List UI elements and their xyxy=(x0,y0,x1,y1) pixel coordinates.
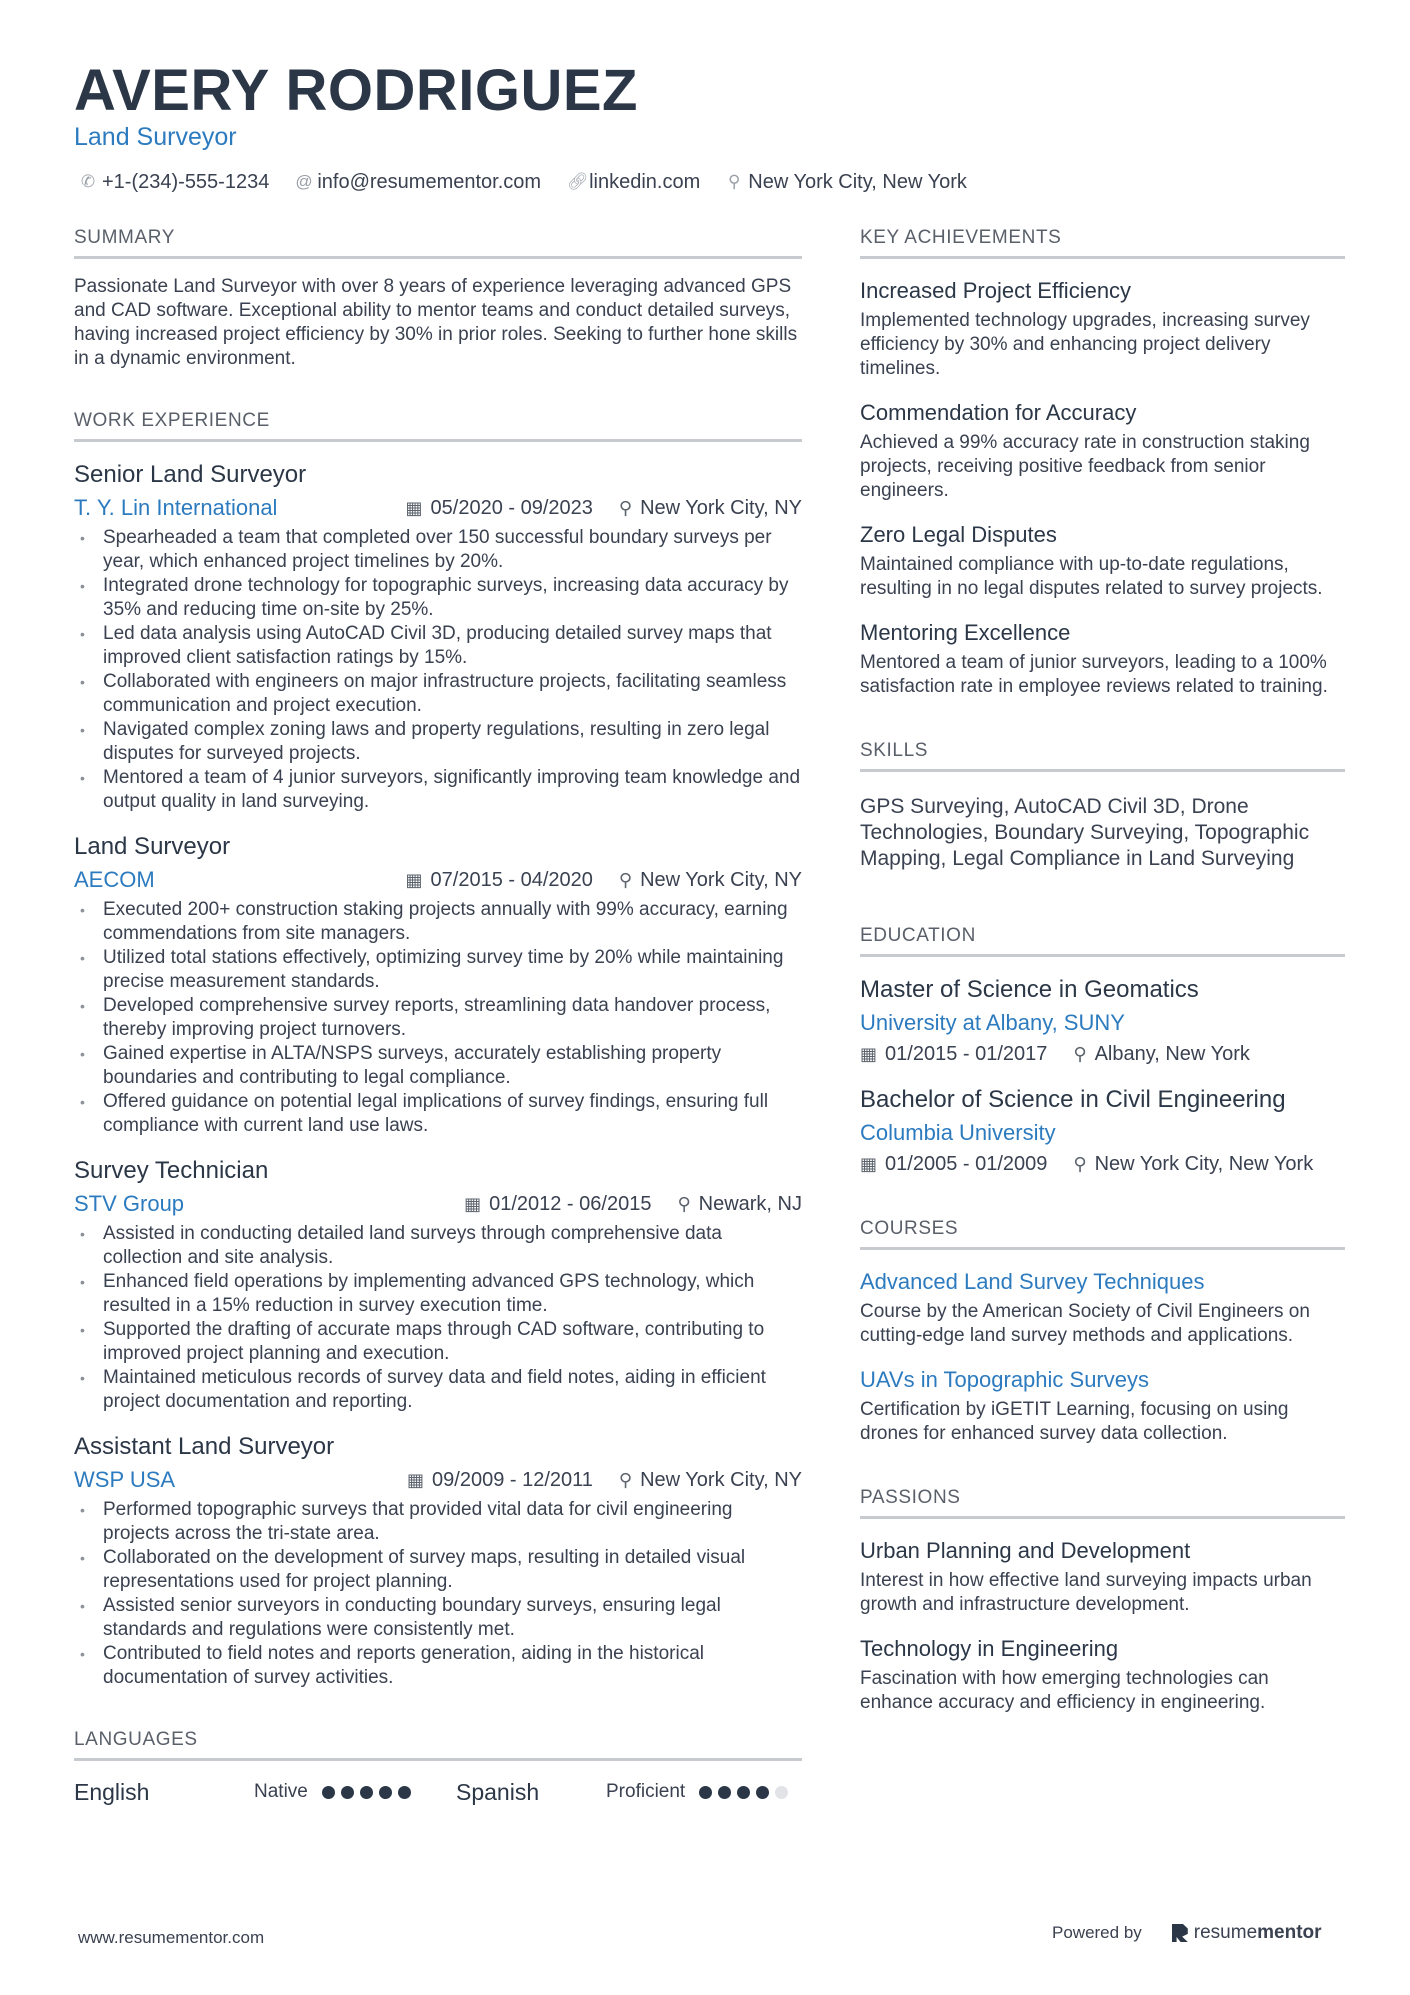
education-degree: Bachelor of Science in Civil Engineering xyxy=(860,1086,1286,1113)
section-title: SKILLS xyxy=(860,739,1345,772)
candidate-name: AVERY RODRIGUEZ xyxy=(74,58,638,123)
job-bullet: • Navigated complex zoning laws and property regulations, resulting in zero legal disputes for surveyed projects. xyxy=(74,718,802,766)
education-item xyxy=(860,975,1345,1067)
calendar-icon: ▦ xyxy=(464,1193,482,1214)
achievement-item xyxy=(860,521,1345,601)
job-entry xyxy=(74,1432,802,1690)
job-bullets xyxy=(74,1498,802,1690)
contact-bar xyxy=(80,168,967,196)
job-location xyxy=(619,1469,802,1492)
job-location xyxy=(619,869,802,892)
location-pin-icon: ⚲ xyxy=(618,869,633,890)
achievement-description: Maintained compliance with up-to-date regulations, resulting in no legal disputes related to survey projects. xyxy=(860,554,1323,599)
job-dates xyxy=(407,1469,593,1492)
left-column xyxy=(74,226,802,1807)
job-bullet: • Integrated drone technology for topographic surveys, increasing data accuracy by 35% and reducing time on-site by 25%. xyxy=(74,574,802,622)
rating-dot-filled xyxy=(341,1786,354,1799)
contact-location-text: New York City, New York xyxy=(748,170,967,193)
job-bullet: • Gained expertise in ALTA/NSPS surveys, accurately establishing property boundaries and contributing to legal compliance. xyxy=(74,1042,802,1090)
company-name[interactable]: AECOM xyxy=(74,867,155,892)
right-column xyxy=(860,226,1345,1715)
job-bullet: • Executed 200+ construction staking projects annually with 99% accuracy, earning commendations from site managers. xyxy=(74,898,802,946)
rating-dot-filled xyxy=(398,1786,411,1799)
language-english xyxy=(74,1779,456,1806)
course-description: Course by the American Society of Civil Engineers on cutting-edge land survey methods and applications. xyxy=(860,1301,1310,1346)
company-name[interactable]: T. Y. Lin International xyxy=(74,495,278,520)
passions-section xyxy=(860,1486,1345,1715)
rating-dot-filled xyxy=(699,1786,712,1799)
education-location xyxy=(1073,1153,1313,1176)
job-dates-text: 05/2020 - 09/2023 xyxy=(430,496,593,519)
achievement-title: Mentoring Excellence xyxy=(860,620,1071,645)
job-bullet: • Developed comprehensive survey reports, streamlining data handover process, thereby improving project turnovers. xyxy=(74,994,802,1042)
passion-title: Urban Planning and Development xyxy=(860,1538,1191,1563)
language-row xyxy=(74,1777,802,1807)
achievement-item xyxy=(860,619,1345,699)
summary-text: Passionate Land Surveyor with over 8 years of experience leveraging advanced GPS and CAD software. Exceptional ability to mentor teams and conduct detailed surveys, having increased project efficiency by 30% in prior roles. Seeking to further hone skills in a dynamic environment. xyxy=(74,276,798,369)
achievement-item xyxy=(860,277,1345,381)
job-location-text: Newark, NJ xyxy=(698,1192,802,1215)
languages-section xyxy=(74,1728,802,1807)
job-bullet: • Utilized total stations effectively, optimizing survey time by 20% while maintaining precise measurement standards. xyxy=(74,946,802,994)
contact-email[interactable] xyxy=(295,171,541,194)
rating-dot-filled xyxy=(718,1786,731,1799)
powered-by-label: Powered by xyxy=(1052,1923,1142,1942)
job-title: Senior Land Surveyor xyxy=(74,461,307,488)
section-title: EDUCATION xyxy=(860,924,1345,957)
job-bullet: • Assisted senior surveyors in conducting boundary surveys, ensuring legal standards and regulations were consistently met. xyxy=(74,1594,802,1642)
language-rating xyxy=(322,1786,411,1799)
company-name[interactable]: WSP USA xyxy=(74,1467,176,1492)
section-title: KEY ACHIEVEMENTS xyxy=(860,226,1345,259)
location-pin-icon: ⚲ xyxy=(728,172,741,191)
rating-dot-empty xyxy=(775,1786,788,1799)
passion-list xyxy=(860,1537,1345,1715)
language-name: Spanish xyxy=(456,1778,540,1805)
skills-section xyxy=(860,739,1345,872)
job-bullets xyxy=(74,898,802,1138)
job-bullet: • Enhanced field operations by implementing advanced GPS technology, which resulted in a 15% reduction in survey execution time. xyxy=(74,1270,802,1318)
experience-section xyxy=(74,409,802,1690)
job-dates xyxy=(406,497,593,520)
education-dates xyxy=(860,1043,1047,1066)
brand-mark-icon xyxy=(1172,1924,1188,1942)
course-item xyxy=(860,1268,1345,1348)
language-level: Proficient xyxy=(606,1781,686,1802)
rating-dot-filled xyxy=(756,1786,769,1799)
passion-item xyxy=(860,1537,1345,1617)
calendar-icon: ▦ xyxy=(860,1043,878,1064)
job-entry xyxy=(74,460,802,814)
calendar-icon: ▦ xyxy=(407,1469,425,1490)
job-location xyxy=(677,1193,802,1216)
education-dates xyxy=(860,1153,1047,1176)
achievement-list xyxy=(860,277,1345,699)
footer-website[interactable]: www.resumementor.com xyxy=(78,1928,265,1947)
location-pin-icon: ⚲ xyxy=(1073,1153,1087,1174)
phone-icon: ✆ xyxy=(80,172,96,191)
summary-section xyxy=(74,226,802,371)
achievement-title: Increased Project Efficiency xyxy=(860,278,1132,303)
job-dates-text: 01/2012 - 06/2015 xyxy=(489,1192,652,1215)
language-spanish xyxy=(456,1779,788,1806)
achievement-item xyxy=(860,399,1345,503)
contact-phone-text: +1-(234)-555-1234 xyxy=(102,170,270,193)
course-item xyxy=(860,1366,1345,1446)
course-title[interactable]: Advanced Land Survey Techniques xyxy=(860,1269,1205,1294)
job-dates-text: 07/2015 - 04/2020 xyxy=(430,868,593,891)
section-title: SUMMARY xyxy=(74,226,802,259)
rating-dot-filled xyxy=(360,1786,373,1799)
language-rating xyxy=(699,1786,788,1799)
achievement-title: Commendation for Accuracy xyxy=(860,400,1137,425)
job-bullet: • Spearheaded a team that completed over 150 successful boundary surveys per year, which enhanced project timelines by 20%. xyxy=(74,526,802,574)
job-bullet: • Offered guidance on potential legal implications of survey findings, ensuring full compliance with current land use laws. xyxy=(74,1090,802,1138)
contact-email-text: info@resumementor.com xyxy=(317,170,542,193)
brand-logo[interactable] xyxy=(1172,1922,1322,1944)
education-location xyxy=(1073,1043,1249,1066)
job-bullet: • Collaborated with engineers on major infrastructure projects, facilitating seamless communication and project execution. xyxy=(74,670,802,718)
job-bullet: • Led data analysis using AutoCAD Civil 3D, producing detailed survey maps that improved client satisfaction ratings by 15%. xyxy=(74,622,802,670)
education-dates-text: 01/2005 - 01/2009 xyxy=(885,1152,1048,1175)
job-title: Land Surveyor xyxy=(74,833,231,860)
job-bullet: • Performed topographic surveys that provided vital data for civil engineering projects across the tri-state area. xyxy=(74,1498,802,1546)
passion-title: Technology in Engineering xyxy=(860,1636,1119,1661)
passion-item xyxy=(860,1635,1345,1715)
job-bullet: • Assisted in conducting detailed land surveys through comprehensive data collection and site analysis. xyxy=(74,1222,802,1270)
job-meta xyxy=(74,1466,802,1494)
calendar-icon: ▦ xyxy=(860,1153,878,1174)
education-location-text: Albany, New York xyxy=(1094,1042,1250,1065)
passion-description: Interest in how effective land surveying impacts urban growth and infrastructure development. xyxy=(860,1570,1312,1615)
job-location xyxy=(619,497,802,520)
job-location-text: New York City, NY xyxy=(640,496,802,519)
contact-linkedin-text: linkedin.com xyxy=(589,170,701,193)
rating-dot-filled xyxy=(379,1786,392,1799)
location-pin-icon: ⚲ xyxy=(677,1193,691,1214)
job-location-text: New York City, NY xyxy=(640,1468,802,1491)
education-school[interactable]: University at Albany, SUNY xyxy=(860,1010,1125,1035)
job-entry xyxy=(74,832,802,1138)
brand-name-regular: resume xyxy=(1193,1922,1258,1943)
education-location-text: New York City, New York xyxy=(1094,1152,1314,1175)
achievement-description: Achieved a 99% accuracy rate in construction staking projects, receiving positive feedback from senior engineers. xyxy=(860,432,1310,501)
job-title: Assistant Land Surveyor xyxy=(74,1433,335,1460)
course-list xyxy=(860,1268,1345,1446)
job-title: Survey Technician xyxy=(74,1157,269,1184)
course-title[interactable]: UAVs in Topographic Surveys xyxy=(860,1367,1149,1392)
job-dates xyxy=(406,869,593,892)
calendar-icon: ▦ xyxy=(405,497,423,518)
education-school[interactable]: Columbia University xyxy=(860,1120,1056,1145)
job-list xyxy=(74,460,802,1690)
contact-linkedin[interactable] xyxy=(567,171,700,194)
section-title: PASSIONS xyxy=(860,1486,1345,1519)
job-meta xyxy=(74,1190,802,1218)
at-icon: @ xyxy=(295,172,313,191)
education-meta xyxy=(860,1151,1345,1177)
section-title: COURSES xyxy=(860,1217,1345,1250)
education-list xyxy=(860,975,1345,1177)
location-pin-icon: ⚲ xyxy=(1073,1043,1087,1064)
course-description: Certification by iGETIT Learning, focusing on using drones for enhanced survey data collection. xyxy=(860,1399,1289,1444)
job-meta xyxy=(74,866,802,894)
brand-name-bold: mentor xyxy=(1257,1922,1322,1943)
education-meta xyxy=(860,1041,1345,1067)
job-bullet: • Collaborated on the development of survey maps, resulting in detailed visual representations used for project planning. xyxy=(74,1546,802,1594)
job-bullet: • Supported the drafting of accurate maps through CAD software, contributing to improved project planning and execution. xyxy=(74,1318,802,1366)
section-title: WORK EXPERIENCE xyxy=(74,409,802,442)
achievements-section xyxy=(860,226,1345,699)
link-icon: 🔗︎ xyxy=(567,172,589,191)
skills-text: GPS Surveying, AutoCAD Civil 3D, Drone Technologies, Boundary Surveying, Topographic Mapping, Legal Compliance in Land Surveying xyxy=(860,795,1310,870)
job-location-text: New York City, NY xyxy=(640,868,802,891)
job-entry xyxy=(74,1156,802,1414)
job-dates-text: 09/2009 - 12/2011 xyxy=(432,1468,593,1491)
job-meta xyxy=(74,494,802,522)
job-bullets xyxy=(74,1222,802,1414)
calendar-icon: ▦ xyxy=(405,869,423,890)
job-bullets xyxy=(74,526,802,814)
courses-section xyxy=(860,1217,1345,1446)
location-pin-icon: ⚲ xyxy=(618,497,633,518)
education-section xyxy=(860,924,1345,1177)
rating-dot-filled xyxy=(322,1786,335,1799)
company-name[interactable]: STV Group xyxy=(74,1191,185,1216)
achievement-title: Zero Legal Disputes xyxy=(860,522,1057,547)
rating-dot-filled xyxy=(737,1786,750,1799)
footer-powered-by xyxy=(1052,1922,1322,1944)
language-name: English xyxy=(74,1778,150,1805)
job-dates xyxy=(464,1193,651,1216)
language-level: Native xyxy=(254,1781,308,1802)
achievement-description: Implemented technology upgrades, increasing survey efficiency by 30% and enhancing project delivery timelines. xyxy=(860,310,1310,379)
education-item xyxy=(860,1085,1345,1177)
achievement-description: Mentored a team of junior surveyors, leading to a 100% satisfaction rate in employee reviews related to training. xyxy=(860,652,1328,697)
contact-phone[interactable] xyxy=(80,171,269,194)
location-pin-icon: ⚲ xyxy=(618,1469,633,1490)
candidate-role: Land Surveyor xyxy=(74,123,237,151)
section-title: LANGUAGES xyxy=(74,1728,802,1761)
contact-location xyxy=(726,171,967,194)
job-bullet: • Contributed to field notes and reports generation, aiding in the historical documentation of survey activities. xyxy=(74,1642,802,1690)
education-dates-text: 01/2015 - 01/2017 xyxy=(885,1042,1048,1065)
passion-description: Fascination with how emerging technologies can enhance accuracy and efficiency in engineering. xyxy=(860,1668,1269,1713)
job-bullet: • Mentored a team of 4 junior surveyors, significantly improving team knowledge and output quality in land surveying. xyxy=(74,766,802,814)
job-bullet: • Maintained meticulous records of survey data and field notes, aiding in efficient project documentation and reporting. xyxy=(74,1366,802,1414)
education-degree: Master of Science in Geomatics xyxy=(860,976,1199,1003)
